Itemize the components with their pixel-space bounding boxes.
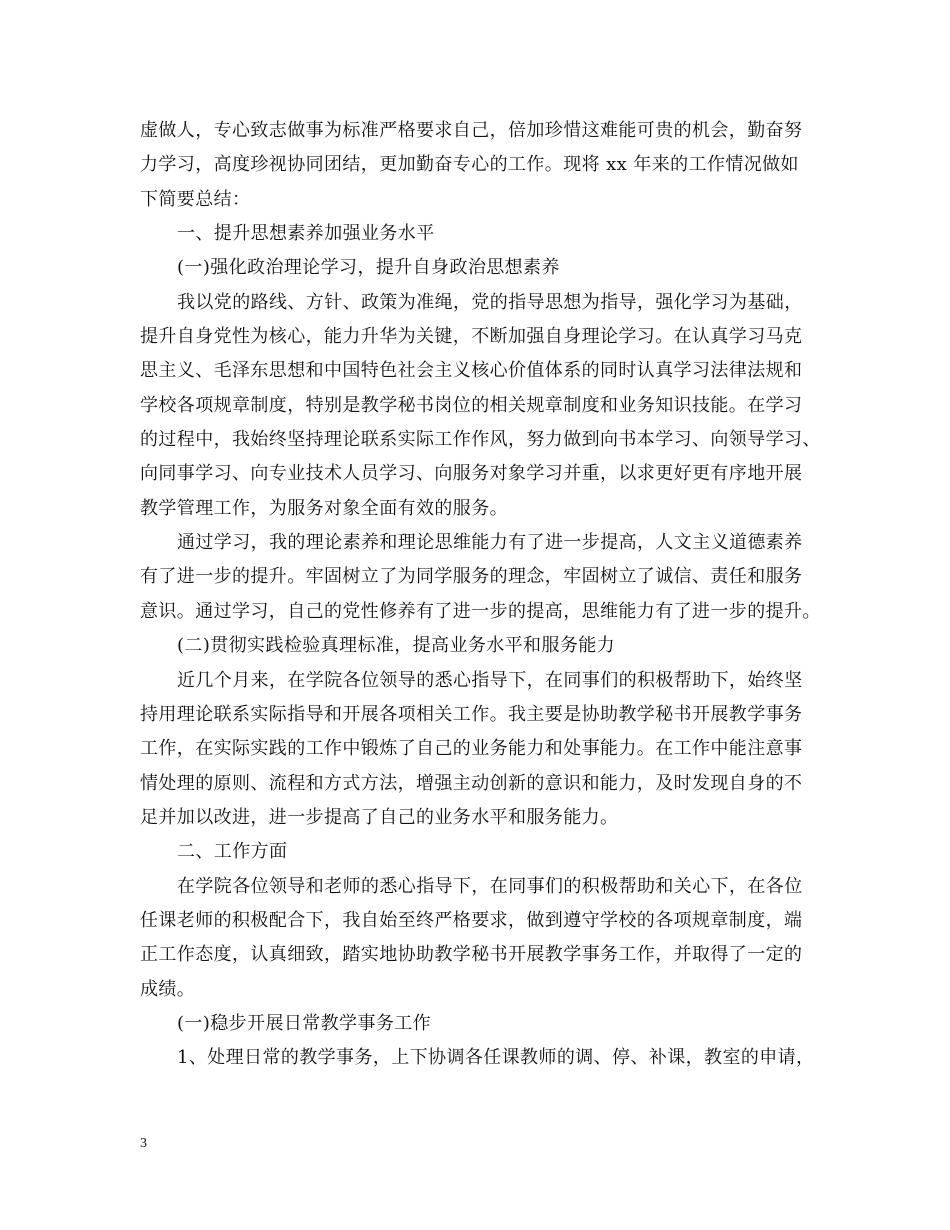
text-line: 足并加以改进，进一步提高了自己的业务水平和服务能力。 (140, 806, 619, 828)
subsection-heading: (二)贯彻实践检验真理标准，提高业务水平和服务能力 (177, 635, 616, 657)
text-line: 思主义、毛泽东思想和中国特色社会主义核心价值体系的同时认真学习法律法规和 (140, 360, 803, 382)
subsection-heading: (一)稳步开展日常教学事务工作 (177, 1012, 432, 1034)
page-number: 3 (140, 1136, 147, 1151)
text-line: 正工作态度，认真细致，踏实地协助教学秘书开展教学事务工作，并取得了一定的 (140, 944, 803, 966)
text-line: 近几个月来，在学院各位领导的悉心指导下，在同事们的积极帮助下，始终坚 (177, 669, 803, 691)
text-line: 成绩。 (140, 978, 196, 1000)
section-heading: 二、工作方面 (177, 841, 288, 863)
text-line: 任课老师的积极配合下，我自始至终严格要求，做到遵守学校的各项规章制度，端 (140, 909, 803, 931)
text-line: 工作，在实际实践的工作中锻炼了自己的业务能力和处事能力。在工作中能注意事 (140, 738, 803, 760)
section-heading: 一、提升思想素养加强业务水平 (177, 223, 435, 245)
document-body (140, 114, 820, 1076)
text-line: 虚做人，专心致志做事为标准严格要求自己，倍加珍惜这难能可贵的机会，勤奋努 (140, 120, 803, 141)
text-line: 在学院各位领导和老师的悉心指导下，在同事们的积极帮助和关心下，在各位 (177, 875, 803, 897)
text-line: 向同事学习、向专业技术人员学习、向服务对象学习并重，以求更好更有序地开展 (140, 463, 803, 485)
text-line: 提升自身党性为核心，能力升华为关键，不断加强自身理论学习。在认真学习马克 (140, 326, 803, 348)
text-line: 通过学习，我的理论素养和理论思维能力有了进一步提高，人文主义道德素养 (177, 532, 803, 554)
text-line: 学校各项规章制度，特别是教学秘书岗位的相关规章制度和业务知识技能。在学习 (140, 394, 803, 416)
text-line: 教学管理工作，为服务对象全面有效的服务。 (140, 497, 508, 519)
text-line: 的过程中，我始终坚持理论联系实际工作作风，努力做到向书本学习、向领导学习、 (140, 429, 821, 451)
text-line: 持用理论联系实际指导和开展各项相关工作。我主要是协助教学秘书开展教学事务 (140, 703, 803, 725)
subsection-heading: (一)强化政治理论学习，提升自身政治思想素养 (177, 257, 560, 279)
text-line: 1、处理日常的教学事务，上下协调各任课教师的调、停、补课，教室的申请， (177, 1047, 815, 1069)
text-line: 有了进一步的提升。牢固树立了为同学服务的理念，牢固树立了诚信、责任和服务 (140, 566, 803, 588)
text-line: 我以党的路线、方针、政策为准绳，党的指导思想为指导，强化学习为基础， (177, 291, 803, 313)
text-line: 下简要总结： (140, 188, 251, 210)
text-line: 情处理的原则、流程和方式方法，增强主动创新的意识和能力，及时发现自身的不 (140, 772, 803, 794)
text-line: 力学习，高度珍视协同团结，更加勤奋专心的工作。现将 xx 年来的工作情况做如 (140, 154, 799, 176)
text-line: 意识。通过学习，自己的党性修养有了进一步的提高，思维能力有了进一步的提升。 (140, 600, 821, 622)
